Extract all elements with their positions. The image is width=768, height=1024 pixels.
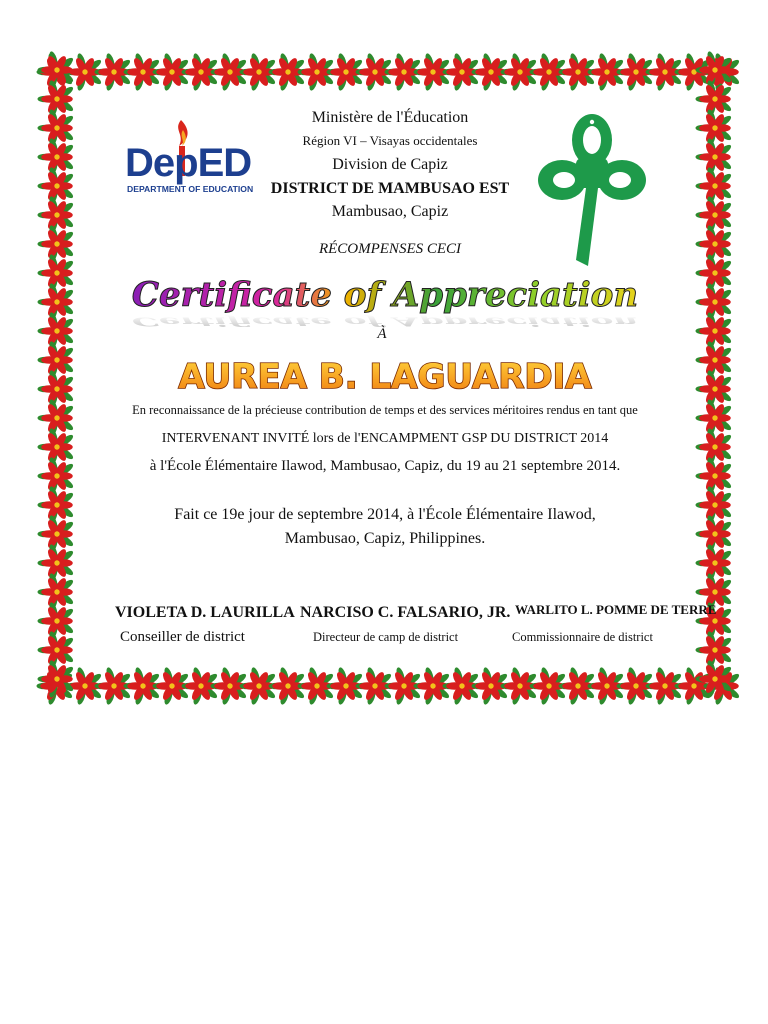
signatory-name: NARCISO C. FALSARIO, JR. [300, 604, 511, 621]
signatory-title: Directeur de camp de district [313, 630, 459, 644]
poinsettia-border-bottom [40, 668, 732, 704]
poinsettia-icon [696, 543, 733, 582]
poinsettia-icon [40, 54, 74, 704]
poinsettia-icon [696, 137, 733, 176]
poinsettia-icon [696, 50, 733, 89]
signatory-name: WARLITO L. POMME DE TERRE [515, 602, 717, 617]
poinsettia-icon [696, 311, 733, 350]
poinsettia-border-left [40, 54, 74, 704]
poinsettia-icon [40, 54, 732, 90]
poinsettia-icon [38, 630, 75, 669]
poinsettia-icon [38, 108, 75, 147]
poinsettia-icon [38, 543, 75, 582]
deped-tagline: DEPARTMENT OF EDUCATION [127, 184, 254, 194]
poinsettia-icon [38, 166, 75, 205]
poinsettia-icon [38, 79, 75, 118]
poinsettia-icon [38, 50, 75, 89]
signatory-title: Commissionnaire de district [512, 630, 653, 644]
certificate-title [120, 268, 650, 328]
poinsettia-icon [696, 224, 733, 263]
poinsettia-icon [696, 340, 733, 379]
division-line: Division de Capiz [332, 156, 448, 173]
poinsettia-icon [696, 282, 733, 321]
ministry-line: Ministère de l'Éducation [311, 109, 469, 126]
poinsettia-icon [38, 282, 75, 321]
given-date-line-2: Mambusao, Capiz, Philippines. [284, 530, 486, 547]
venue-text: à l'École Élémentaire Ilawod, Mambusao, Capiz, du 19 au 21 septembre 2014. [149, 458, 621, 474]
poinsettia-icon [696, 166, 733, 205]
recognition-text: En reconnaissance de la précieuse contribution de temps et des services méritoires rendus en tant que [132, 403, 638, 417]
poinsettia-icon [696, 253, 733, 292]
poinsettia-icon [696, 195, 733, 234]
poinsettia-icon [38, 253, 75, 292]
girl-scout-trefoil-logo [536, 108, 648, 270]
deped-logo [125, 112, 254, 202]
poinsettia-icon [38, 137, 75, 176]
recipient-name [178, 346, 592, 398]
poinsettia-icon [38, 659, 75, 698]
poinsettia-icon [38, 311, 75, 350]
awards-line: RÉCOMPENSES CECI [318, 241, 462, 257]
signatory-title: Conseiller de district [120, 629, 245, 645]
poinsettia-icon [38, 224, 75, 263]
certificate-title-reflection: Certificate of Appreciation [131, 314, 639, 329]
poinsettia-icon [38, 601, 75, 640]
poinsettia-border-top [40, 54, 732, 90]
town-line: Mambusao, Capiz [331, 203, 449, 220]
poinsettia-icon [38, 340, 75, 379]
poinsettia-icon [696, 79, 733, 118]
signatory-name: VIOLETA D. LAURILLA [115, 604, 295, 621]
poinsettia-icon [38, 195, 75, 234]
poinsettia-icon [38, 572, 75, 611]
to-label: À [377, 326, 387, 342]
poinsettia-icon [696, 630, 733, 669]
given-date-line-1: Fait ce 19e jour de septembre 2014, à l'École Élémentaire Ilawod, [174, 506, 596, 523]
role-text: INTERVENANT INVITÉ lors de l'ENCAMPMENT GSP DU DISTRICT 2014 [161, 431, 609, 446]
district-line: DISTRICT DE MAMBUSAO EST [270, 180, 510, 197]
certificate-title-text: Certificate of Appreciation [131, 275, 639, 315]
recipient-name-text: AUREA B. LAGUARDIA [178, 357, 592, 397]
poinsettia-icon [696, 659, 733, 698]
deped-wordmark: DepED [125, 141, 252, 185]
poinsettia-icon [696, 108, 733, 147]
region-line: Région VI – Visayas occidentales [302, 133, 478, 148]
poinsettia-icon [40, 668, 732, 704]
